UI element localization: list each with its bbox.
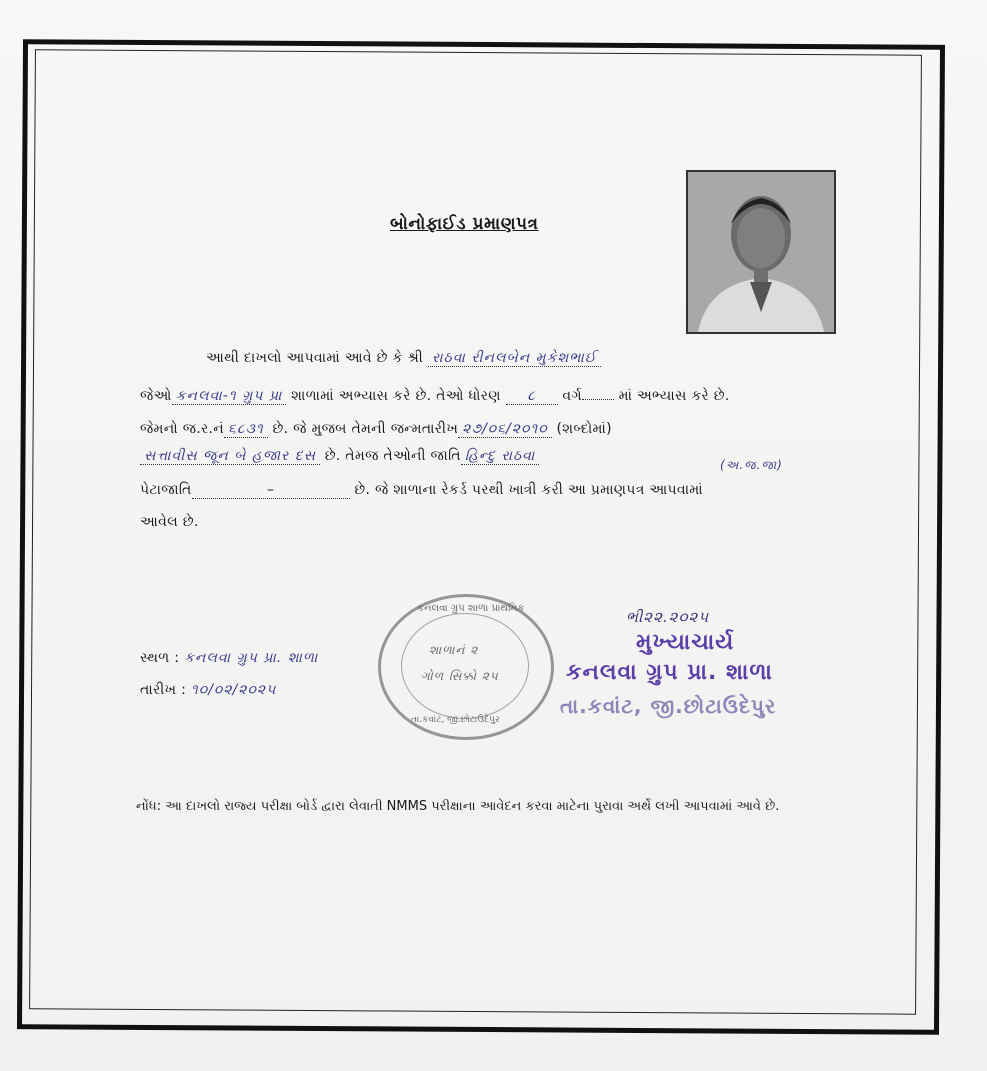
seal-bottom-text: તા.કવાંટ, જી.છોટાઉદેપુર	[411, 715, 500, 725]
birth-date-words: સત્તાવીસ જૂન બે હજાર દસ	[140, 448, 320, 465]
signature-address: તા.કવાંટ, જી.છોટાઉદેપુર	[560, 694, 777, 718]
school-seal	[378, 594, 554, 740]
signature-scribble: ભી૨૨.૨૦૨૫	[626, 608, 710, 626]
standard: ૮	[506, 388, 558, 405]
line2-prefix: જેઓ	[140, 388, 172, 404]
line5-prefix: પેટાજાતિ	[140, 482, 192, 498]
seal-line-2: ગોળ સિક્કો ૨૫	[421, 669, 499, 683]
line-2	[140, 388, 730, 405]
student-name: રાઠવા રીનલબેન મુકેશભાઈ	[428, 350, 601, 367]
class-blank	[582, 399, 614, 400]
line-6: આવેલ છે.	[140, 514, 199, 530]
place-label: સ્થળ :	[140, 650, 180, 666]
student-photo	[686, 170, 836, 334]
line2-suffix: માં અભ્યાસ કરે છે.	[618, 388, 730, 404]
signature-school: કનલવા ગ્રુપ પ્રા. શાળા	[566, 660, 773, 685]
caste: હિન્દુ રાઠવા	[461, 448, 539, 465]
date-row	[140, 682, 276, 698]
school-name: કનલવા-૧ ગ્રુપ પ્રા	[172, 388, 287, 405]
signature-title: મુખ્યાચાર્ય	[636, 630, 735, 655]
line3-suffix: (શબ્દોમાં)	[556, 421, 612, 437]
caste-category: (અ.જ.જા)	[720, 458, 783, 472]
seal-ring-text: કનલવા ગ્રુપ શાળા પ્રાથમિક	[417, 603, 525, 614]
line-3	[140, 421, 612, 438]
line4-mid: છે. તેમજ તેઓની જાતિ	[324, 448, 461, 464]
place-row	[140, 650, 318, 666]
certificate-title: બોનોફાઈડ પ્રમાણપત્ર	[390, 214, 539, 234]
line3-prefix: જેમનો જ.ર.નં	[140, 421, 225, 437]
line3-mid: છે. જે મુજબ તેમની જન્મતારીખ	[272, 421, 459, 437]
class-label: વર્ગ	[562, 388, 582, 404]
birth-date: ૨૭/૦૬/૨૦૧૦	[458, 421, 552, 438]
seal-line-1: શાળાનં ૨	[429, 643, 479, 657]
register-number: ૬૮૩૧	[224, 421, 268, 438]
line2-mid: શાળામાં અભ્યાસ કરે છે. તેઓ ધોરણ	[291, 388, 501, 404]
sub-caste: –	[192, 482, 350, 499]
date-label: તારીખ :	[140, 682, 187, 698]
line-1	[206, 350, 601, 367]
line1-prefix: આથી દાખલો આપવામાં આવે છે કે શ્રી	[206, 350, 424, 366]
line5-suffix: છે. જે શાળાના રેકર્ડ પરથી ખાત્રી કરી આ પ્રમાણપત્ર આપવામાં	[354, 482, 703, 498]
place-value: કનલવા ગ્રુપ પ્રા. શાળા	[184, 650, 319, 666]
line-4	[140, 448, 539, 465]
date-value: ૧૦/૦૨/૨૦૨૫	[190, 682, 277, 698]
footnote: નોંધ: આ દાખલો રાજ્ય પરીક્ષા બોર્ડ દ્વારા લેવાતી NMMS પરીક્ષાના આવેદન કરવા માટેના પુરાવા અર્થે લખી આપવામાં આવે છે.	[136, 799, 780, 814]
line-5	[140, 482, 703, 499]
